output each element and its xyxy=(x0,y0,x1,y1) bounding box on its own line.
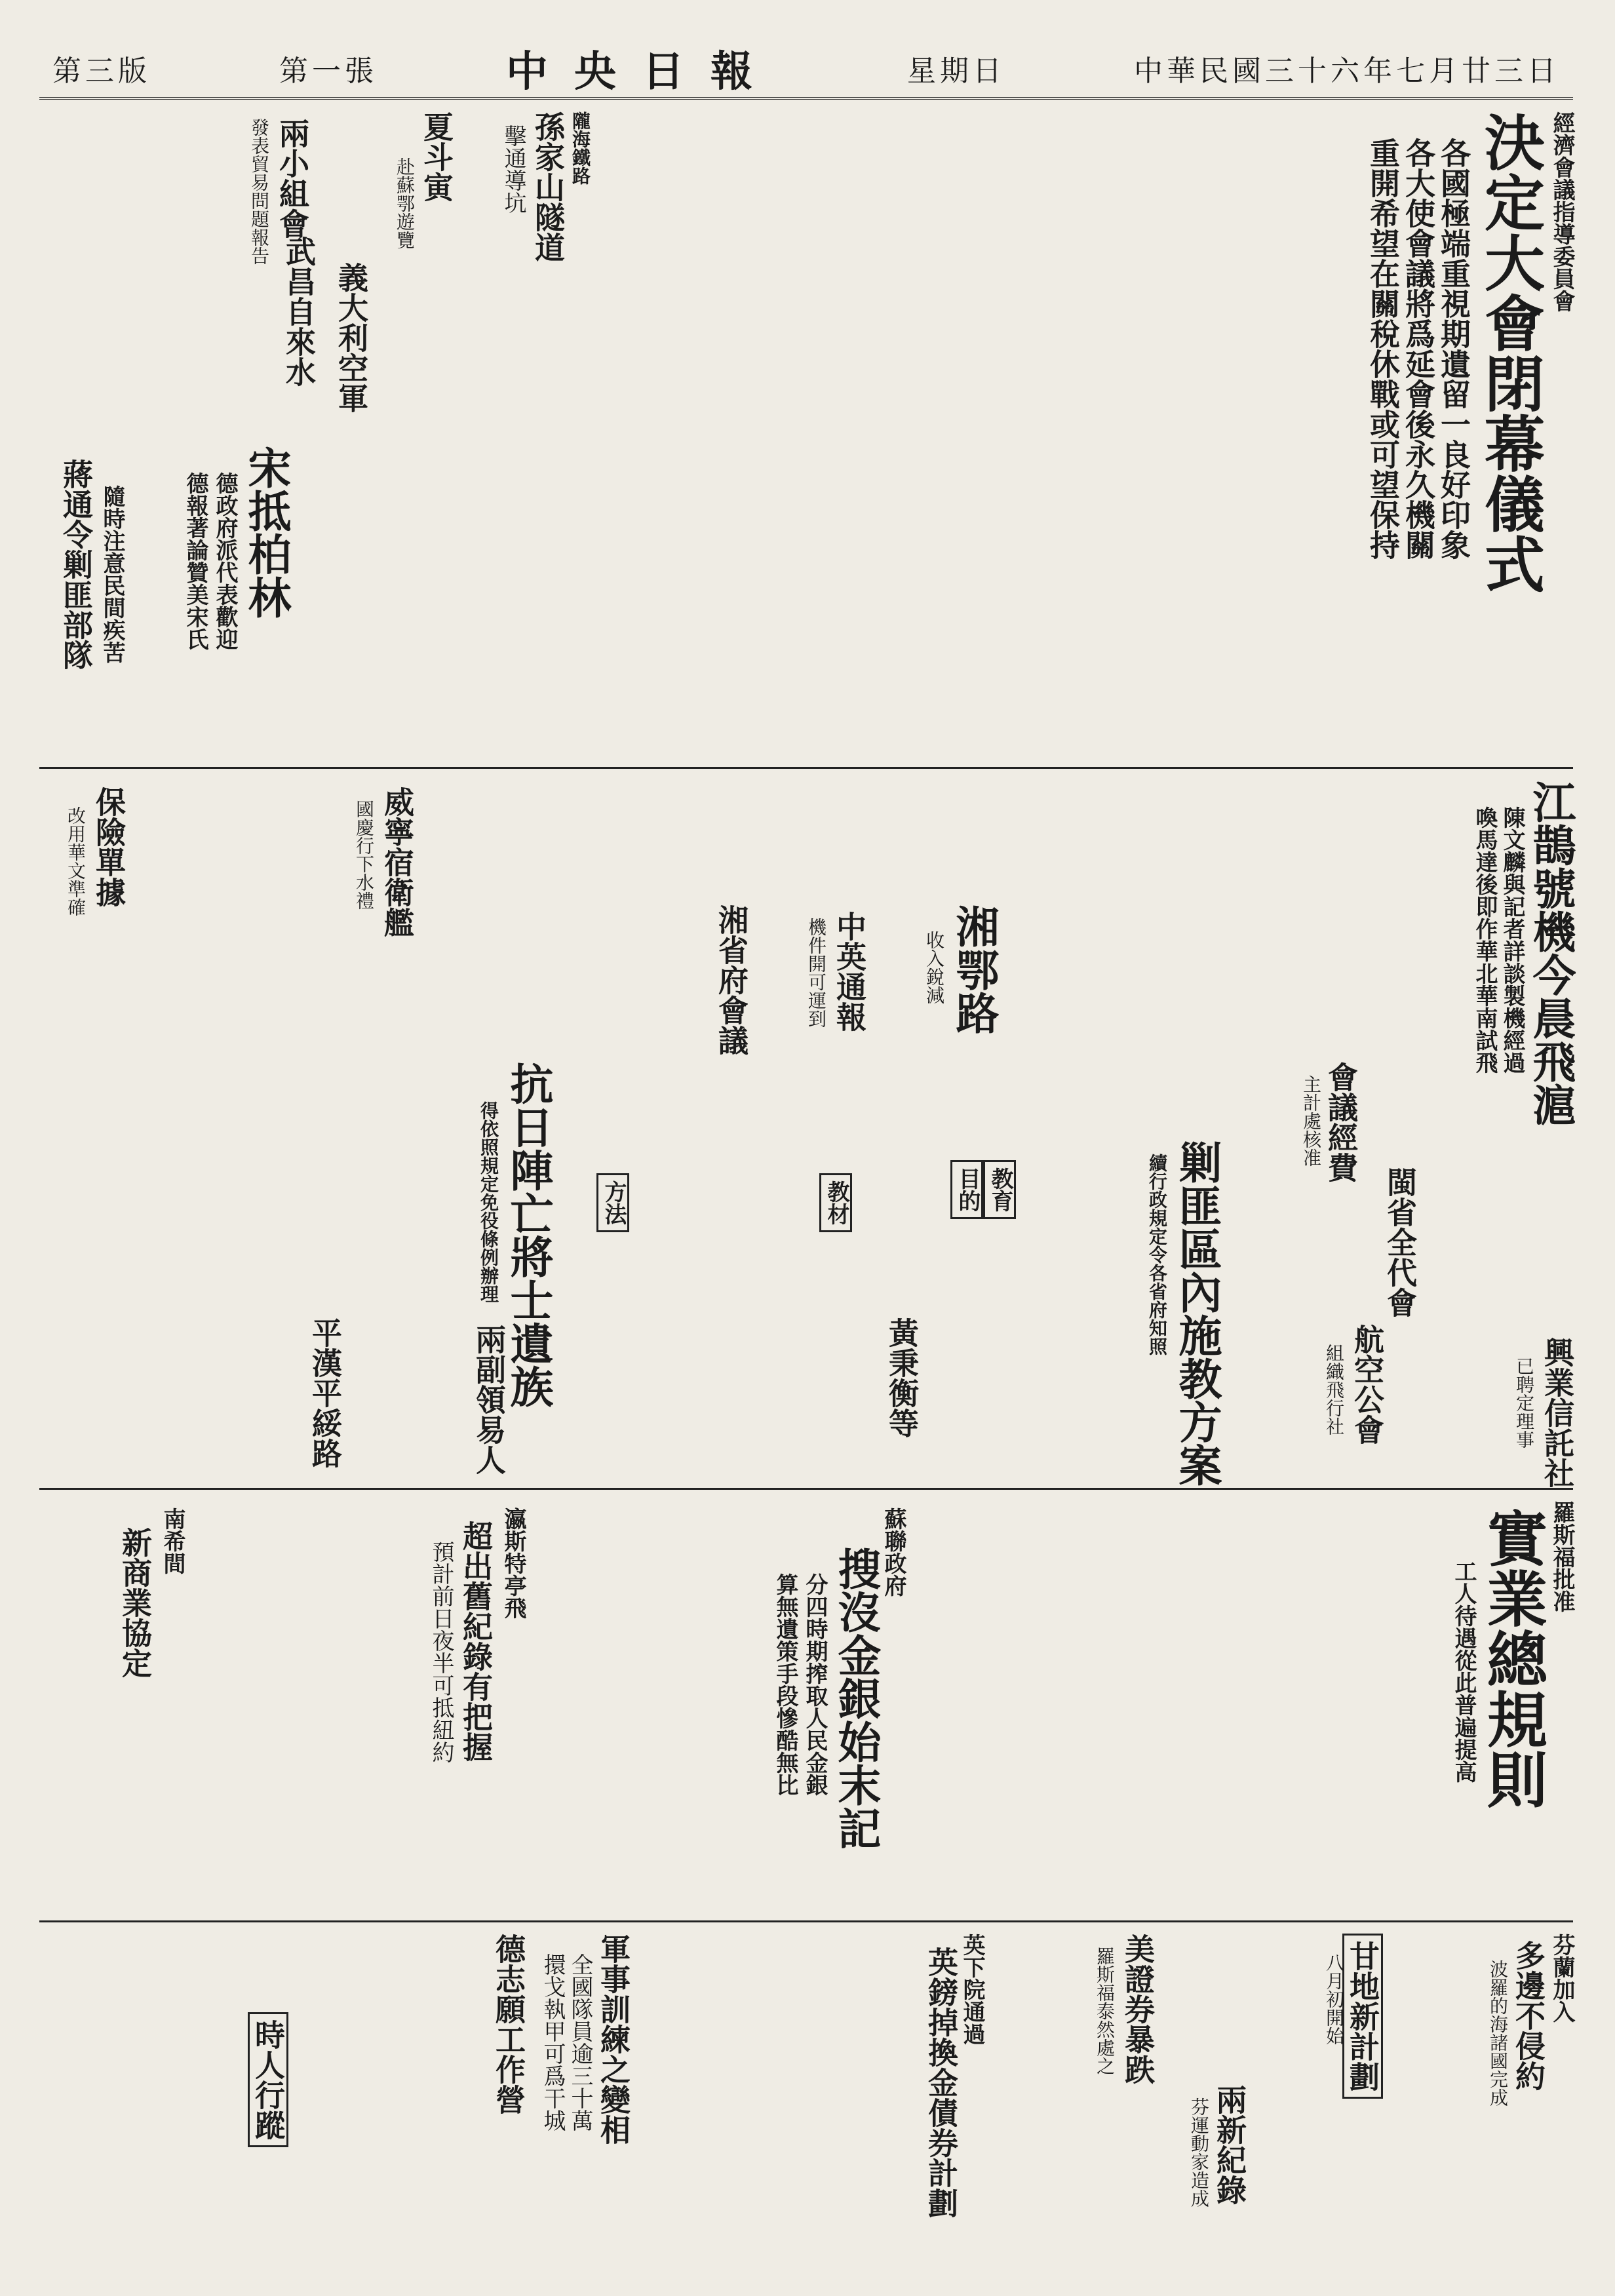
land-headline: 甘地新計劃 xyxy=(1342,1934,1383,2099)
jiang-subhead: 隨時注意民間疾苦 xyxy=(99,485,125,663)
masthead-issue: 第三版 xyxy=(52,54,151,88)
aviation-subhead: 組織飛行社 xyxy=(1323,1344,1345,1435)
bottom-body-a xyxy=(1403,1934,1481,2248)
flight-headline: 超出舊紀錄有把握 xyxy=(458,1521,494,1762)
industry-side-subhead: 已聘定理事 xyxy=(1513,1357,1535,1449)
military-subhead-1: 全國隊員逾三十萬 xyxy=(567,1953,593,2131)
section-divider xyxy=(39,1488,1573,1490)
twosmall-subhead: 發表貿易問題報告 xyxy=(248,118,270,265)
meeting-headline: 會議經費 xyxy=(1323,1062,1359,1182)
xia-headline: 夏斗寅 xyxy=(419,111,454,202)
kangri-headline: 抗日陣亡將士遺族 xyxy=(503,1062,554,1408)
section-divider xyxy=(39,767,1573,769)
plane-subhead-2: 喚馬達後即作華北華南試飛 xyxy=(1471,806,1498,1074)
central-headline: 中英通報 xyxy=(832,911,867,1032)
main-kicker: 經濟會議指導委員會 xyxy=(1549,111,1575,312)
flight-subhead: 預計前日夜半可抵紐約 xyxy=(428,1540,454,1763)
bottom-body-d xyxy=(39,1934,236,2248)
gold-kicker: 蘇聯政府 xyxy=(880,1508,906,1597)
main-subhead-1: 各國極端重視期遺留一良好印象 xyxy=(1436,138,1471,560)
meeting-subhead: 主計處核准 xyxy=(1300,1075,1322,1167)
main-subhead-3: 重開希望在關稅休戰或可望保持 xyxy=(1365,138,1401,560)
masthead-date: 中華民國三十六年七月廿三日 xyxy=(1134,54,1560,88)
rail-kicker: 隴海鐵路 xyxy=(570,111,591,185)
huang-headline: 黃秉衡等 xyxy=(884,1317,920,1438)
middle-body-b xyxy=(439,780,721,1055)
song-subhead-1: 德政府派代表歡迎 xyxy=(212,472,238,650)
gold-subhead-2: 算無遺策手段慘酷無比 xyxy=(772,1573,798,1796)
masthead-weekday: 星期日 xyxy=(907,54,1005,88)
finland-kicker: 芬蘭加入 xyxy=(1549,1934,1575,2023)
middle-body-a xyxy=(1016,780,1468,1134)
finland-headline: 多邊不侵約 xyxy=(1511,1940,1546,2091)
insurance-subhead: 改用華文準確 xyxy=(65,806,87,916)
bandit-headline: 剿匪區內施教方案 xyxy=(1171,1140,1222,1487)
main-story-body xyxy=(701,111,1357,400)
industry-subhead: 工人待遇從此普遍提高 xyxy=(1450,1560,1477,1783)
insurance-headline: 保險單據 xyxy=(91,787,126,907)
edu-label-1: 教育 xyxy=(983,1160,1016,1219)
kangri-subhead: 得依照規定免役條例辦理 xyxy=(478,1101,499,1303)
hubei-subhead: 收入銳減 xyxy=(924,931,945,1004)
land-subhead: 八月初開始 xyxy=(1323,1953,1345,2045)
bottom-body-c xyxy=(302,1934,472,2248)
bandit-subhead: 續行政規定令各省府知照 xyxy=(1146,1154,1168,1355)
industry-kicker: 羅斯福批准 xyxy=(1549,1501,1575,1612)
song-headline: 宋抵柏林 xyxy=(241,446,292,619)
main-subhead-2: 各大使會議將爲延會後永久機關 xyxy=(1401,138,1436,560)
bottom-body-b xyxy=(642,1934,891,2248)
italy-headline: 義大利空軍 xyxy=(334,262,369,413)
wuchang-headline: 武昌自來水 xyxy=(281,236,317,387)
volunteer-headline: 德志願工作營 xyxy=(491,1934,526,2114)
ship-headline: 兩新紀錄 xyxy=(1212,2084,1247,2205)
edu-label-3: 教材 xyxy=(819,1173,852,1232)
council-headline: 閩省全代會 xyxy=(1382,1167,1418,1317)
hunan-headline: 湘省府會議 xyxy=(714,905,749,1055)
song-subhead-2: 德報著論贊美宋氏 xyxy=(182,472,208,650)
middle-body-d xyxy=(39,1062,288,1481)
time-headline: 時人行蹤 xyxy=(248,2012,288,2147)
wei-subhead: 國慶行下水禮 xyxy=(353,800,375,910)
li-headline: 兩副領易人 xyxy=(471,1324,507,1475)
section-divider xyxy=(39,1920,1573,1922)
wei-headline: 威寧宿衛艦 xyxy=(379,787,415,937)
plane-headline: 江鵲號機今晨飛滬 xyxy=(1525,780,1576,1126)
gold-headline: 搜沒金銀始末記 xyxy=(830,1547,882,1850)
military-headline: 軍事訓練之變相 xyxy=(596,1934,631,2145)
finland-subhead: 波羅的海諸國完成 xyxy=(1487,1960,1509,2107)
nanxi-headline: 新商業協定 xyxy=(117,1527,153,1678)
lower-body-a xyxy=(918,1501,1442,1907)
middle-body-c xyxy=(144,780,341,1055)
industry-side-headline: 興業信託社 xyxy=(1540,1337,1575,1488)
masthead xyxy=(39,39,1573,100)
jiang-headline: 蔣通令剿匪部隊 xyxy=(58,459,94,670)
lower-body-c xyxy=(197,1501,419,1907)
masthead-page: 第一張 xyxy=(279,54,378,88)
nanxi-kicker: 南希間 xyxy=(159,1508,185,1574)
lower-body-b xyxy=(537,1501,760,1907)
main-story-body-lower xyxy=(629,406,1573,760)
flight-kicker: 瀛斯特亭飛 xyxy=(500,1508,526,1619)
industry-headline: 實業總規則 xyxy=(1477,1508,1548,1809)
rail-subhead: 擊通導坑 xyxy=(500,125,526,214)
masthead-paper-name: 中央日報 xyxy=(506,47,779,96)
britain-headline: 英鎊掉換金債券計劃 xyxy=(924,1947,959,2218)
britain-kicker: 英下院通過 xyxy=(959,1934,985,2045)
rail-headline: 孫家山隧道 xyxy=(530,111,566,262)
aviation-headline: 航空公會 xyxy=(1350,1324,1385,1445)
hubei-headline: 湘鄂路 xyxy=(948,905,1000,1034)
us-headline: 美證券暴跌 xyxy=(1120,1934,1156,2084)
xia-subhead: 赴蘇鄂遊覽 xyxy=(394,157,416,249)
ping-headline: 平漢平綏路 xyxy=(307,1317,343,1468)
gold-subhead-1: 分四時期搾取人民金銀 xyxy=(802,1573,828,1796)
main-headline: 決定大會閉幕儀式 xyxy=(1475,111,1546,594)
twosmall-headline: 兩小組會 xyxy=(275,118,310,239)
central-subhead: 機件開可運到 xyxy=(806,918,827,1028)
edu-label-2: 目的 xyxy=(950,1160,983,1219)
newspaper-page xyxy=(39,39,1576,2255)
edu-label-4: 方法 xyxy=(596,1173,629,1232)
plane-subhead-1: 陳文麟與記者詳談製機經過 xyxy=(1499,806,1525,1074)
military-subhead-2: 擐戈執甲可爲干城 xyxy=(539,1953,566,2131)
us-subhead: 羅斯福泰然處之 xyxy=(1094,1947,1116,2075)
ship-subhead: 芬運動家造成 xyxy=(1188,2097,1210,2208)
